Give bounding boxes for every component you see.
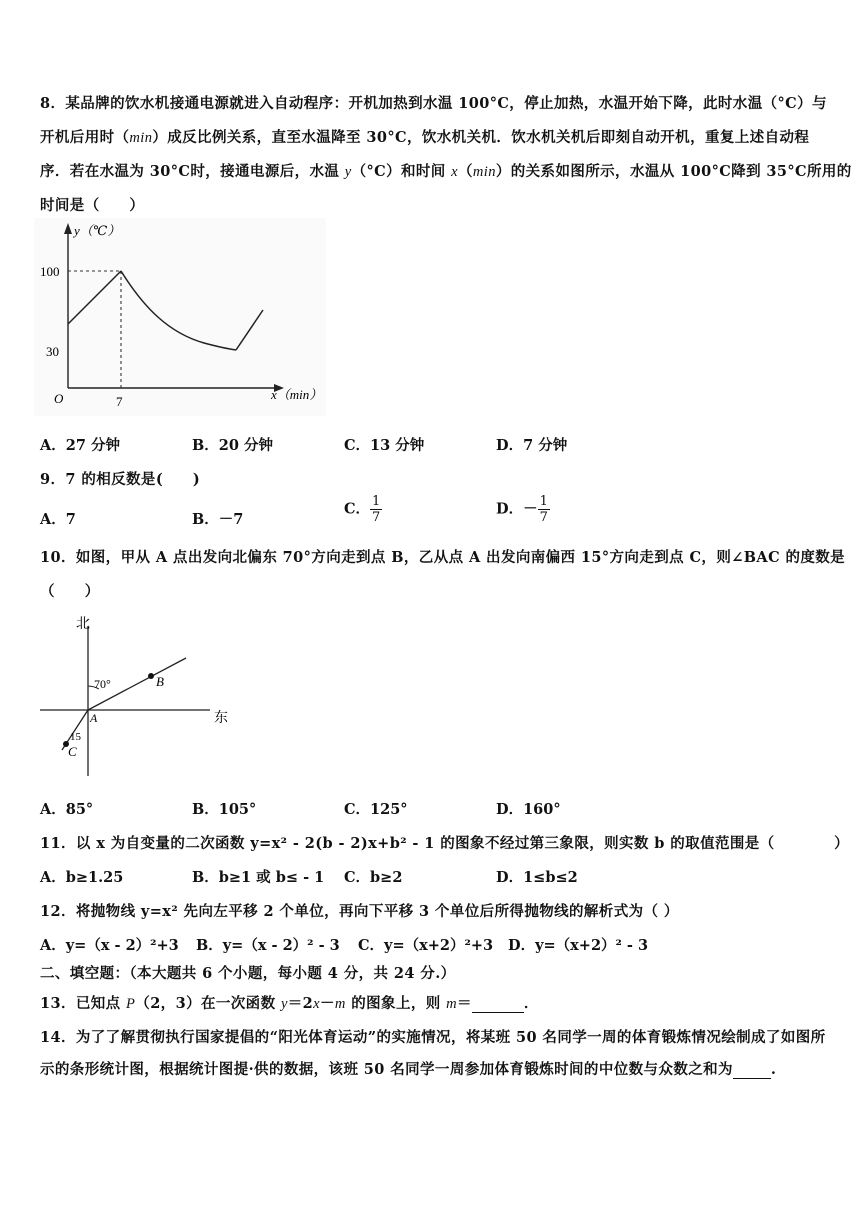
q8-line2-a: 开机后用时（	[40, 129, 130, 146]
q8-line3-d: ）的关系如图所示，水温从 100°C降到 35°C所用的	[495, 163, 852, 180]
q8-var-y: y	[344, 164, 352, 180]
q8-stem-line1: 8．某品牌的饮水机接通电源就进入自动程序：开机加热到水温 100°C，停止加热，水温开始下降，此时水温（°C）与	[40, 95, 827, 112]
q8-line2-unit: min	[129, 130, 153, 146]
q13-part-f: ＝	[456, 995, 472, 1012]
q9-option-d-label: D．－	[496, 500, 538, 518]
q11-option-c[interactable]: C．b≥2	[344, 869, 403, 886]
q10-option-c[interactable]: C．125°	[344, 801, 408, 818]
q13-var-p: P	[126, 996, 136, 1012]
q9-option-b[interactable]: B．－7	[192, 511, 244, 528]
q12-option-c[interactable]: C．y=（x+2）²+3	[358, 937, 494, 954]
q10-east-label: 东	[214, 711, 228, 726]
q8-stem-line2	[40, 126, 809, 147]
q8-option-d[interactable]: D．7 分钟	[496, 437, 568, 454]
q8-option-c[interactable]: C．13 分钟	[344, 437, 425, 454]
q13-var-x: x	[313, 996, 321, 1012]
q8-tick-7: 7	[116, 394, 123, 409]
q13-part-c: ＝2	[287, 995, 314, 1012]
q8-temperature-graph	[34, 218, 334, 418]
q10-label-b: B	[156, 674, 164, 689]
q13-var-m: m	[334, 996, 346, 1012]
q10-label-c: C	[68, 744, 77, 759]
q8-line3-c: （	[458, 163, 473, 180]
q11-stem: 11．以 x 为自变量的二次函数 y=x² - 2(b - 2)x+b² - 1 的图象不经过第三象限，则实数 b 的取值范围是（ ）	[40, 835, 850, 852]
q12-stem: 12．将抛物线 y=x² 先向左平移 2 个单位，再向下平移 3 个单位后所得抛物线的解析式为（ ）	[40, 903, 679, 920]
q13-answer-blank[interactable]	[472, 998, 524, 1013]
q8-tick-30: 30	[46, 344, 59, 359]
q9-option-c-fraction	[370, 494, 382, 525]
q14-stem-line2	[40, 1058, 776, 1079]
q14-line2-text: 示的条形统计图，根据统计图提·供的数据，该班 50 名同学一周参加体育锻炼时间的中位数与众数之和为	[40, 1061, 733, 1078]
q9-option-d-numerator: 1	[539, 494, 548, 509]
q9-option-c[interactable]	[344, 494, 382, 525]
q13-var-y: y	[280, 996, 288, 1012]
q13-stem	[40, 992, 539, 1013]
q9-option-d[interactable]	[496, 494, 550, 525]
q10-label-a: A	[90, 711, 98, 725]
q9-option-a[interactable]: A．7	[40, 511, 76, 528]
q8-stem-line3	[40, 160, 852, 181]
q8-option-a[interactable]: A．27 分钟	[40, 437, 120, 454]
q10-north-label: 北	[76, 617, 90, 632]
q8-line3-unit: min	[472, 164, 496, 180]
q11-option-a[interactable]: A．b≥1.25	[40, 869, 124, 886]
q10-option-b[interactable]: B．105°	[192, 801, 257, 818]
q10-option-a[interactable]: A．85°	[40, 801, 94, 818]
q12-option-b[interactable]: B．y=（x - 2）² - 3	[196, 937, 340, 954]
q13-part-d: －	[320, 995, 335, 1012]
q8-x-label: x（min）	[271, 387, 323, 402]
q10-angle-70-label: 70°	[94, 677, 111, 691]
section-fill-in-title: 二、填空题：（本大题共 6 个小题，每小题 4 分，共 24 分.）	[40, 965, 456, 982]
q12-option-a[interactable]: A．y=（x - 2）²+3	[40, 937, 179, 954]
q8-y-label: y（℃）	[74, 223, 121, 238]
q8-var-x: x	[451, 164, 458, 180]
q13-part-b: （2，3）在一次函数	[135, 995, 281, 1012]
q13-part-a: 13．已知点	[40, 995, 127, 1012]
q10-angle-15-label: 15	[70, 731, 81, 743]
q9-option-d-fraction	[538, 494, 550, 525]
q11-option-d[interactable]: D．1≤b≤2	[496, 869, 578, 886]
q9-option-c-denominator: 7	[372, 510, 381, 525]
q10-direction-figure	[38, 612, 238, 780]
q9-option-d-denominator: 7	[539, 510, 548, 525]
q8-tick-100: 100	[40, 264, 60, 279]
q11-option-b[interactable]: B．b≥1 或 b≤ - 1	[192, 869, 325, 886]
q8-stem-line4: 时间是（ ）	[40, 197, 145, 214]
q10-stem-line1: 10．如图，甲从 A 点出发向北偏东 70°方向走到点 B，乙从点 A 出发向南偏西 15°方向走到点 C，则∠BAC 的度数是	[40, 549, 846, 566]
q13-part-e: 的图象上，则	[345, 995, 447, 1012]
q14-line2-end: .	[770, 1061, 777, 1078]
q9-option-c-numerator: 1	[372, 494, 381, 509]
q10-option-d[interactable]: D．160°	[496, 801, 561, 818]
q8-line2-b: ）成反比例关系，直至水温降至 30°C，饮水机关机．饮水机关机后即刻自动开机，重复上述自动程	[152, 129, 810, 146]
q13-var-m2: m	[446, 996, 457, 1012]
q8-line3-a: 序．若在水温为 30°C时，接通电源后，水温	[40, 163, 345, 180]
q8-origin-label: O	[54, 391, 64, 406]
q9-stem: 9．7 的相反数是( )	[40, 471, 201, 488]
q14-answer-blank[interactable]	[733, 1064, 771, 1079]
q12-option-d[interactable]: D．y=（x+2）² - 3	[508, 937, 649, 954]
q10-stem-line2: （ ）	[40, 583, 100, 600]
q10-point-b	[148, 673, 154, 679]
q8-line3-b: （°C）和时间	[351, 163, 452, 180]
q14-stem-line1: 14．为了了解贯彻执行国家提倡的“阳光体育运动”的实施情况，将某班 50 名同学一周的体育锻炼情况绘制成了如图所	[40, 1029, 826, 1046]
q9-option-c-label: C．	[344, 500, 371, 518]
q8-option-b[interactable]: B．20 分钟	[192, 437, 273, 454]
q13-part-g: ．	[523, 995, 539, 1012]
